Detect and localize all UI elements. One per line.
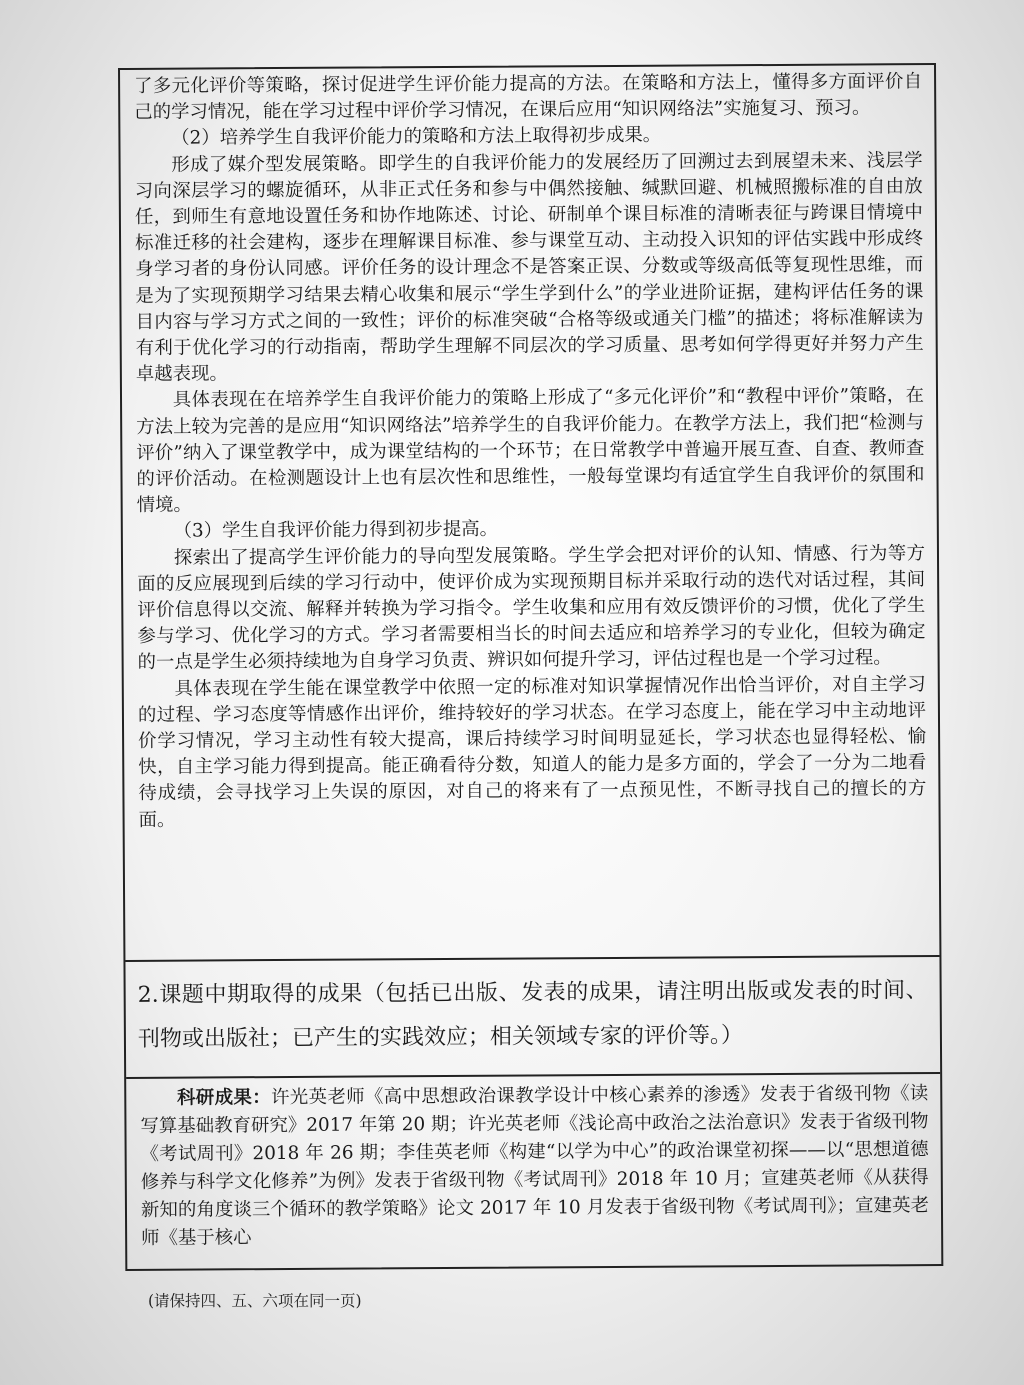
paragraph: 形成了媒介型发展策略。即学生的自我评价能力的发展经历了回溯过去到展望未来、浅层学习向深层学习的螺旋循环，从非正式任务和参与中偶然接触、缄默回避、机械照搬标准的自由放任，到师生有意地设置任务和协作地陈述、讨论、研制单个课目标准的清晰表征与跨课目情境中标准迁移的社会建构，逐步在理解课目标准、参与课堂互动、主动投入识知的评估实践中形成终身学习者的身份认同感。评价任务的设计理念不是答案正误、分数或等级高低等复现性思维，而是为了实现预期学习结果去精心收集和展示“学生学到什么”的学业进阶证据，建构评估任务的课目内容与学习方式之间的一致性；评价的标准突破“合格等级或通关门槛”的描述；将标准解读为有利于优化学习的行动指南，帮助学生理解不同层次的学习质量、思考如何学得更好并努力产生卓越表现。 <box>134 149 924 386</box>
paragraph: （3）学生自我评价能力得到初步提高。 <box>173 519 499 543</box>
research-results-paragraph <box>140 1080 929 1253</box>
section-heading: 2.课题中期取得的成果（包括已出版、发表的成果，请注明出版或发表的时间、刊物或出版社；已产生的实践效应；相关领域专家的评价等。） <box>137 978 928 1052</box>
paragraph: 具体表现在学生能在课堂教学中依照一定的标准对知识掌握情况作出恰当评价，对自主学习的过程、学习态度等情感作出评价，维持较好的学习状态。在学习态度上，能在学习中主动地评价学习情况，学习主动性有较大提高，课后持续学习时间明显延长，学习状态也显得轻松、愉快，自主学习能力得到提高。能正确看待分数，知道人的能力是多方面的，学会了一分为二地看待成绩，会寻找学习上失误的原因，对自己的将来有了一点预见性，不断寻找自己的擅长的方面。 <box>137 673 927 831</box>
research-results-cell <box>126 1074 941 1269</box>
footer-note: (请保持四、五、六项在同一页) <box>148 1292 362 1310</box>
paragraph: 探索出了提高学生评价能力的导向型发展策略。学生学会把对评价的认知、情感、行为等方面的反应展现到后续的学习行动中，使评价成为实现预期目标并采取行动的迭代对话过程，其间评价信息得以交流、解释并转换为学习指令。学生收集和应用有效反馈评价的习惯，优化了学生参与学习、优化学习的方式。学习者需要相当长的时间去适应和培养学习的专业化，但较为确定的一点是学生必须持续地为自身学习负责、辨识如何提升学习，评估过程也是一个学习过程。 <box>137 542 926 674</box>
research-results-text: 许光英老师《高中思想政治课教学设计中核心素养的渗透》发表于省级刊物《读写算基础教育研究》2017 年第 20 期；许光英老师《浅论高中政治之法治意识》发表于省级刊物《考试周刊》2018 年 26 期；李佳英老师《构建“以学为中心”的政治课堂初探——以“思想道德修养与科学文化修养”为例》发表于省级刊物《考试周刊》2018 年 10 月；宣建英老师《从获得新知的角度谈三个循环的教学策略》论文 2017 年 10 月发表于省级刊物《考试周刊》；宣建英老师《基于核心 <box>140 1083 930 1249</box>
section-heading-cell <box>125 957 940 1079</box>
paragraph: （2）培养学生自我评价能力的策略和方法上取得初步成果。 <box>171 125 662 150</box>
paragraph: 了多元化评价等策略，探讨促进学生评价能力提高的方法。在策略和方法上，懂得多方面评价自己的学习情况，能在学习过程中评价学习情况，在课后应用“知识网络法”实施复习、预习。 <box>134 71 923 124</box>
research-results-label: 科研成果： <box>177 1087 272 1109</box>
paragraph: 具体表现在在培养学生自我评价能力的策略上形成了“多元化评价”和“教程中评价”策略，在方法上较为完善的是应用“知识网络法”培养学生的自我评价能力。在教学方法上，我们把“检测与评价”纳入了课堂教学中，成为课堂结构的一个环节；在日常教学中普遍开展互查、自查、教师查的评价活动。在检测题设计上也有层次性和思维性，一般每堂课均有适宜学生自我评价的氛围和情境。 <box>136 385 925 517</box>
report-table <box>118 63 943 1271</box>
results-cell <box>120 65 939 962</box>
